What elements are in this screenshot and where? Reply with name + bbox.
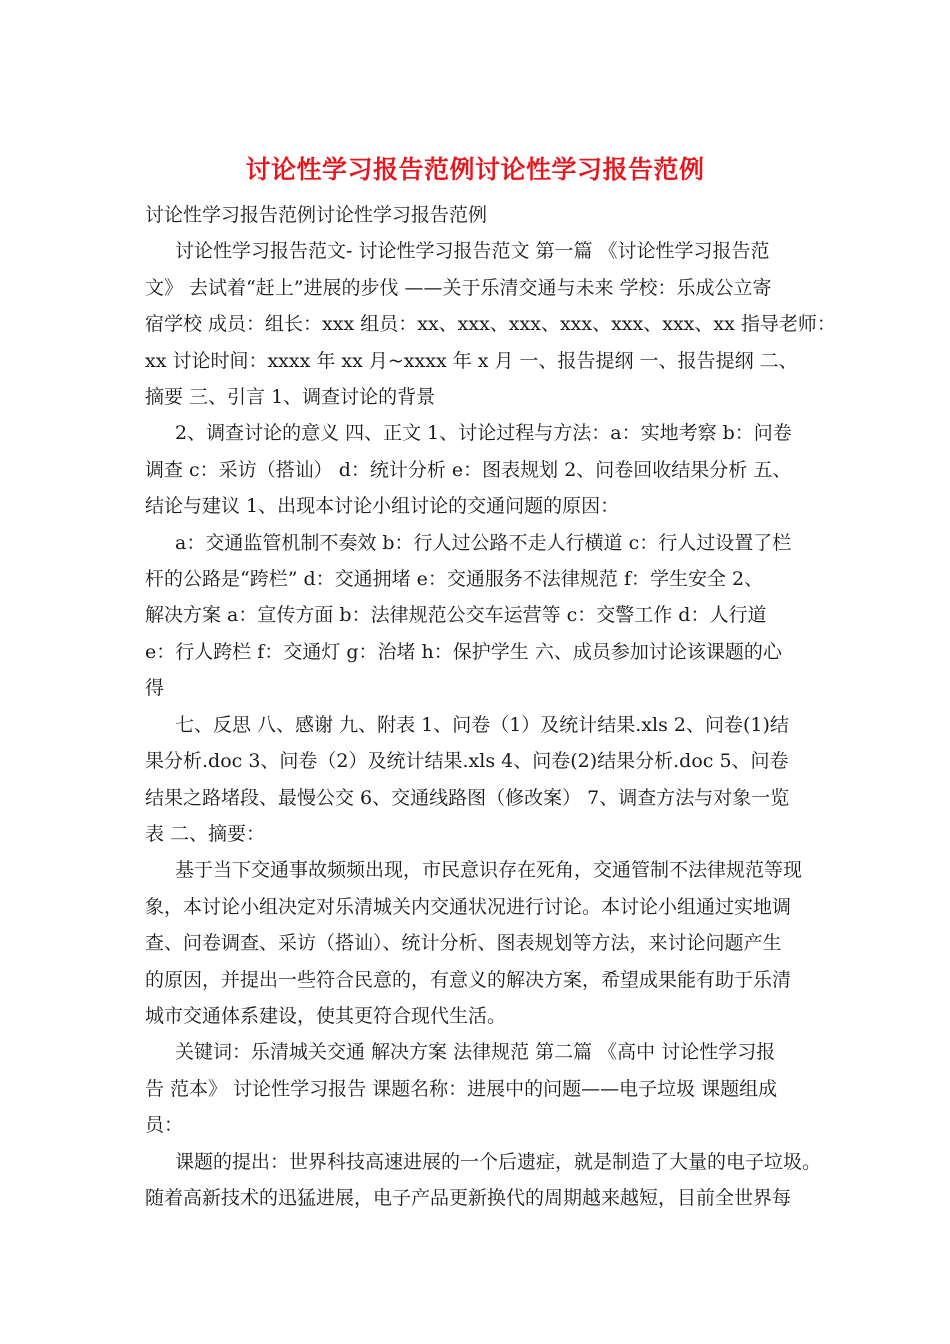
- body-line: a：交通监管机制不奏效 b：行人过公路不走人行横道 c：行人过设置了栏: [175, 531, 792, 554]
- body-line: 告 范本》 讨论性学习报告 课题名称：进展中的问题——电子垃圾 课题组成: [145, 1077, 778, 1100]
- body-line: 七、反思 八、感谢 九、附表 1、问卷（1）及统计结果.xls 2、问卷(1)结: [175, 713, 789, 736]
- document-title: 讨论性学习报告范例讨论性学习报告范例: [245, 155, 705, 184]
- body-line: 讨论性学习报告范例讨论性学习报告范例: [145, 204, 488, 226]
- body-line: 的原因，并提出一些符合民意的，有意义的解决方案，希望成果能有助于乐清: [145, 968, 792, 991]
- body-line: 果分析.doc 3、问卷（2）及统计结果.xls 4、问卷(2)结果分析.doc 5、问卷: [145, 750, 789, 773]
- body-line: 课题的提出：世界科技高速进展的一个后遗症，就是制造了大量的电子垃圾。: [175, 1150, 822, 1173]
- body-line: xx 讨论时间：xxxx 年 xx 月~xxxx 年 x 月 一、报告提纲 一、报告提纲 二、: [145, 349, 798, 372]
- document-body: [145, 197, 836, 1216]
- body-line: e：行人跨栏 f：交通灯 g：治堵 h：保护学生 六、成员参加讨论该课题的心: [145, 640, 782, 663]
- body-line: 象，本讨论小组决定对乐清城关内交通状况进行讨论。本讨论小组通过实地调: [145, 895, 792, 918]
- body-line: 随着高新技术的迅猛进展，电子产品更新换代的周期越来越短，目前全世界每: [145, 1186, 792, 1209]
- body-line: 摘要 三、引言 1、调查讨论的背景: [145, 386, 436, 409]
- body-line: 表 二、摘要：: [145, 822, 266, 845]
- body-line: 解决方案 a：宣传方面 b：法律规范公交车运营等 c：交警工作 d：人行道: [145, 604, 767, 627]
- body-line: 讨论性学习报告范文- 讨论性学习报告范文 第一篇 《讨论性学习报告范: [175, 240, 770, 263]
- body-line: 调查 c：采访（搭讪） d：统计分析 e：图表规划 2、问卷回收结果分析 五、: [145, 458, 792, 481]
- body-line: 宿学校 成员：组长：xxx 组员：xx、xxx、xxx、xxx、xxx、xxx、xx 指导老师：: [145, 313, 836, 336]
- body-line: 员：: [145, 1114, 184, 1137]
- body-line: 2、调查讨论的意义 四、正文 1、讨论过程与方法：a：实地考察 b：问卷: [175, 422, 792, 445]
- body-line: 查、问卷调查、采访（搭讪）、统计分析、图表规划等方法，来讨论问题产生: [145, 932, 782, 955]
- body-line: 基于当下交通事故频频出现，市民意识存在死角，交通管制不法律规范等现: [175, 859, 803, 882]
- body-line: 杆的公路是“跨栏” d：交通拥堵 e：交通服务不法律规范 f：学生安全 2、: [145, 568, 764, 591]
- body-line: 城市交通体系建设，使其更符合现代生活。: [145, 1004, 507, 1027]
- body-line: 结论与建议 1、出现本讨论小组讨论的交通问题的原因：: [145, 495, 620, 518]
- body-line: 得: [145, 677, 165, 700]
- body-line: 文》 去试着“赶上”进展的步伐 ——关于乐清交通与未来 学校：乐成公立寄: [145, 276, 772, 299]
- body-line: 结果之路堵段、最慢公交 6、交通线路图（修改案） 7、调查方法与对象一览: [145, 786, 790, 809]
- body-line: 关键词：乐清城关交通 解决方案 法律规范 第二篇 《高中 讨论性学习报: [175, 1041, 776, 1064]
